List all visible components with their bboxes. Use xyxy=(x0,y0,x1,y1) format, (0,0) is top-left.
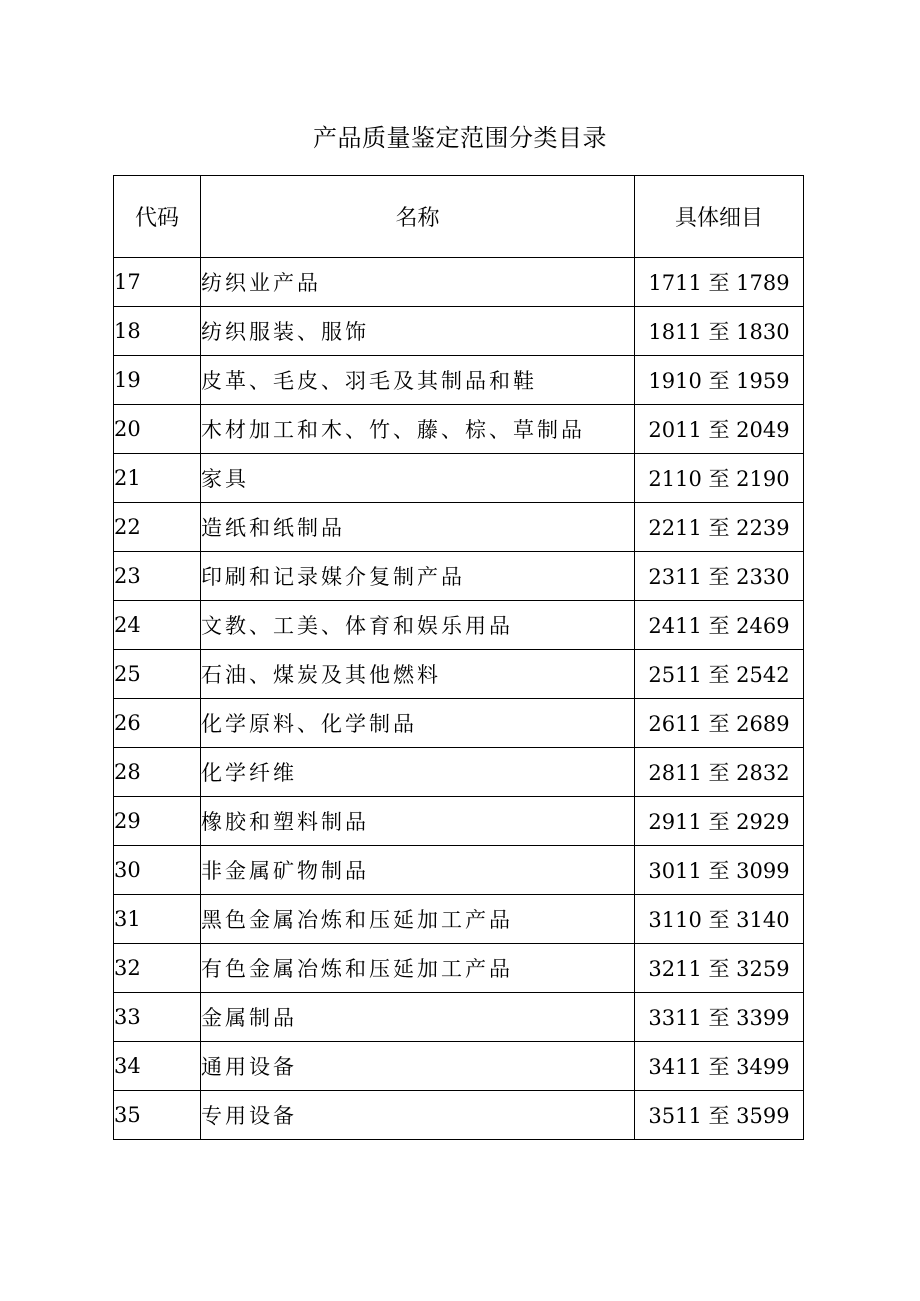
table-row xyxy=(114,503,804,552)
cell-code: 30 xyxy=(114,846,201,895)
cell-range: 2911 至 2929 xyxy=(635,797,804,846)
table-row xyxy=(114,797,804,846)
table-row xyxy=(114,1091,804,1140)
cell-name: 金属制品 xyxy=(201,993,635,1042)
cell-code: 25 xyxy=(114,650,201,699)
cell-code: 21 xyxy=(114,454,201,503)
cell-range: 1711 至 1789 xyxy=(635,258,804,307)
table-row xyxy=(114,748,804,797)
cell-range: 3011 至 3099 xyxy=(635,846,804,895)
cell-name: 文教、工美、体育和娱乐用品 xyxy=(201,601,635,650)
cell-range: 3110 至 3140 xyxy=(635,895,804,944)
table-row xyxy=(114,650,804,699)
cell-name: 纺织业产品 xyxy=(201,258,635,307)
table-row xyxy=(114,944,804,993)
cell-code: 35 xyxy=(114,1091,201,1140)
table-row xyxy=(114,454,804,503)
cell-range: 3311 至 3399 xyxy=(635,993,804,1042)
cell-code: 20 xyxy=(114,405,201,454)
cell-code: 19 xyxy=(114,356,201,405)
cell-name: 木材加工和木、竹、藤、棕、草制品 xyxy=(201,405,635,454)
cell-code: 28 xyxy=(114,748,201,797)
cell-name: 橡胶和塑料制品 xyxy=(201,797,635,846)
table-row xyxy=(114,307,804,356)
cell-code: 17 xyxy=(114,258,201,307)
cell-name: 有色金属冶炼和压延加工产品 xyxy=(201,944,635,993)
cell-code: 24 xyxy=(114,601,201,650)
cell-code: 23 xyxy=(114,552,201,601)
cell-code: 29 xyxy=(114,797,201,846)
table-row xyxy=(114,895,804,944)
cell-code: 33 xyxy=(114,993,201,1042)
cell-name: 皮革、毛皮、羽毛及其制品和鞋 xyxy=(201,356,635,405)
cell-range: 2511 至 2542 xyxy=(635,650,804,699)
cell-code: 26 xyxy=(114,699,201,748)
cell-name: 造纸和纸制品 xyxy=(201,503,635,552)
cell-name: 非金属矿物制品 xyxy=(201,846,635,895)
cell-code: 34 xyxy=(114,1042,201,1091)
cell-name: 通用设备 xyxy=(201,1042,635,1091)
cell-range: 1910 至 1959 xyxy=(635,356,804,405)
cell-name: 专用设备 xyxy=(201,1091,635,1140)
table-row xyxy=(114,356,804,405)
table-row xyxy=(114,601,804,650)
cell-range: 2311 至 2330 xyxy=(635,552,804,601)
table-row xyxy=(114,552,804,601)
cell-code: 18 xyxy=(114,307,201,356)
header-name: 名称 xyxy=(201,176,635,258)
cell-name: 家具 xyxy=(201,454,635,503)
table-row xyxy=(114,258,804,307)
table-row xyxy=(114,1042,804,1091)
cell-range: 2110 至 2190 xyxy=(635,454,804,503)
cell-range: 1811 至 1830 xyxy=(635,307,804,356)
cell-name: 石油、煤炭及其他燃料 xyxy=(201,650,635,699)
cell-range: 2011 至 2049 xyxy=(635,405,804,454)
cell-name: 黑色金属冶炼和压延加工产品 xyxy=(201,895,635,944)
cell-name: 印刷和记录媒介复制产品 xyxy=(201,552,635,601)
table-header xyxy=(114,176,804,258)
header-row xyxy=(114,176,804,258)
cell-name: 化学原料、化学制品 xyxy=(201,699,635,748)
table-body xyxy=(114,258,804,1140)
header-range: 具体细目 xyxy=(635,176,804,258)
cell-range: 2211 至 2239 xyxy=(635,503,804,552)
cell-range: 2811 至 2832 xyxy=(635,748,804,797)
cell-range: 2411 至 2469 xyxy=(635,601,804,650)
page-title: 产品质量鉴定范围分类目录 xyxy=(313,124,607,152)
cell-code: 31 xyxy=(114,895,201,944)
table-row xyxy=(114,699,804,748)
cell-name: 化学纤维 xyxy=(201,748,635,797)
cell-range: 2611 至 2689 xyxy=(635,699,804,748)
cell-code: 32 xyxy=(114,944,201,993)
table-row xyxy=(114,846,804,895)
cell-range: 3411 至 3499 xyxy=(635,1042,804,1091)
header-code: 代码 xyxy=(114,176,201,258)
catalog-table xyxy=(113,175,804,1140)
cell-code: 22 xyxy=(114,503,201,552)
cell-range: 3511 至 3599 xyxy=(635,1091,804,1140)
table-row xyxy=(114,405,804,454)
cell-name: 纺织服装、服饰 xyxy=(201,307,635,356)
cell-range: 3211 至 3259 xyxy=(635,944,804,993)
table-row xyxy=(114,993,804,1042)
